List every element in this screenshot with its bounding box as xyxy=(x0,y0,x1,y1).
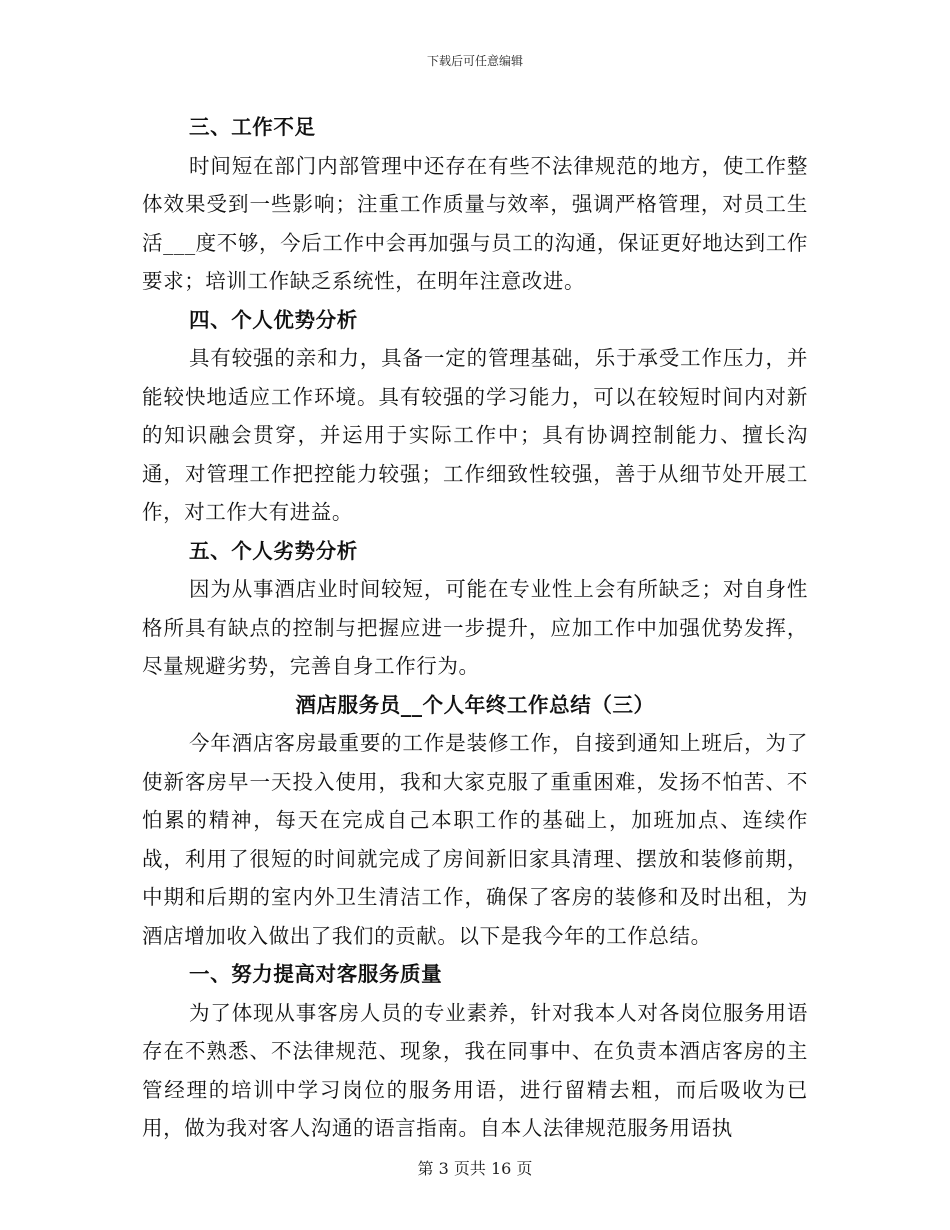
paragraph-strengths: 具有较强的亲和力，具备一定的管理基础，乐于承受工作压力，并能较快地适应工作环境。具有较强的学习能力，可以在较短时间内对新的知识融会贯穿，并运用于实际工作中；具有协调控制能力、擅长沟通，对管理工作把控能力较强；工作细致性较强，善于从细节处开展工作，对工作大有进益。 xyxy=(142,346,808,524)
page-header: 下载后可任意编辑 xyxy=(426,54,523,68)
section-heading-strengths: 四、个人优势分析 xyxy=(189,307,358,332)
document-title: 酒店服务员__个人年终工作总结（三） xyxy=(295,692,655,717)
paragraph-weaknesses: 因为从事酒店业时间较短，可能在专业性上会有所缺乏；对自身性格所具有缺点的控制与把握应进一步提升，应加工作中加强优势发挥，尽量规避劣势，完善自身工作行为。 xyxy=(142,577,808,678)
paragraph-intro: 今年酒店客房最重要的工作是装修工作，自接到通知上班后，为了使新客房早一天投入使用，我和大家克服了重重困难，发扬不怕苦、不怕累的精神，每天在完成自己本职工作的基础上，加班加点、连续作战，利用了很短的时间就完成了房间新旧家具清理、摆放和装修前期，中期和后期的室内外卫生清洁工作，确保了客房的装修和及时出租，为酒店增加收入做出了我们的贡献。以下是我今年的工作总结。 xyxy=(142,731,808,948)
section-heading-weaknesses: 五、个人劣势分析 xyxy=(189,538,358,563)
page-footer: 第 3 页共 16 页 xyxy=(417,1159,533,1178)
section-heading-shortcomings: 三、工作不足 xyxy=(189,115,316,139)
section-heading-service-quality: 一、努力提高对客服务质量 xyxy=(189,962,443,986)
document-body xyxy=(142,108,808,1148)
paragraph-service-quality: 为了体现从事客房人员的专业素养，针对我本人对各岗位服务用语存在不熟悉、不法律规范、现象，我在同事中、在负责本酒店客房的主管经理的培训中学习岗位的服务用语，进行留精去粗，而后吸收为已用，做为我对客人沟通的语言指南。自本人法律规范服务用语执 xyxy=(142,1000,808,1140)
paragraph-shortcomings: 时间短在部门内部管理中还存在有些不法律规范的地方，使工作整体效果受到一些影响；注重工作质量与效率，强调严格管理，对员工生活___度不够，今后工作中会再加强与员工的沟通，保证更好地达到工作要求；培训工作缺乏系统性，在明年注意改进。 xyxy=(142,153,808,293)
